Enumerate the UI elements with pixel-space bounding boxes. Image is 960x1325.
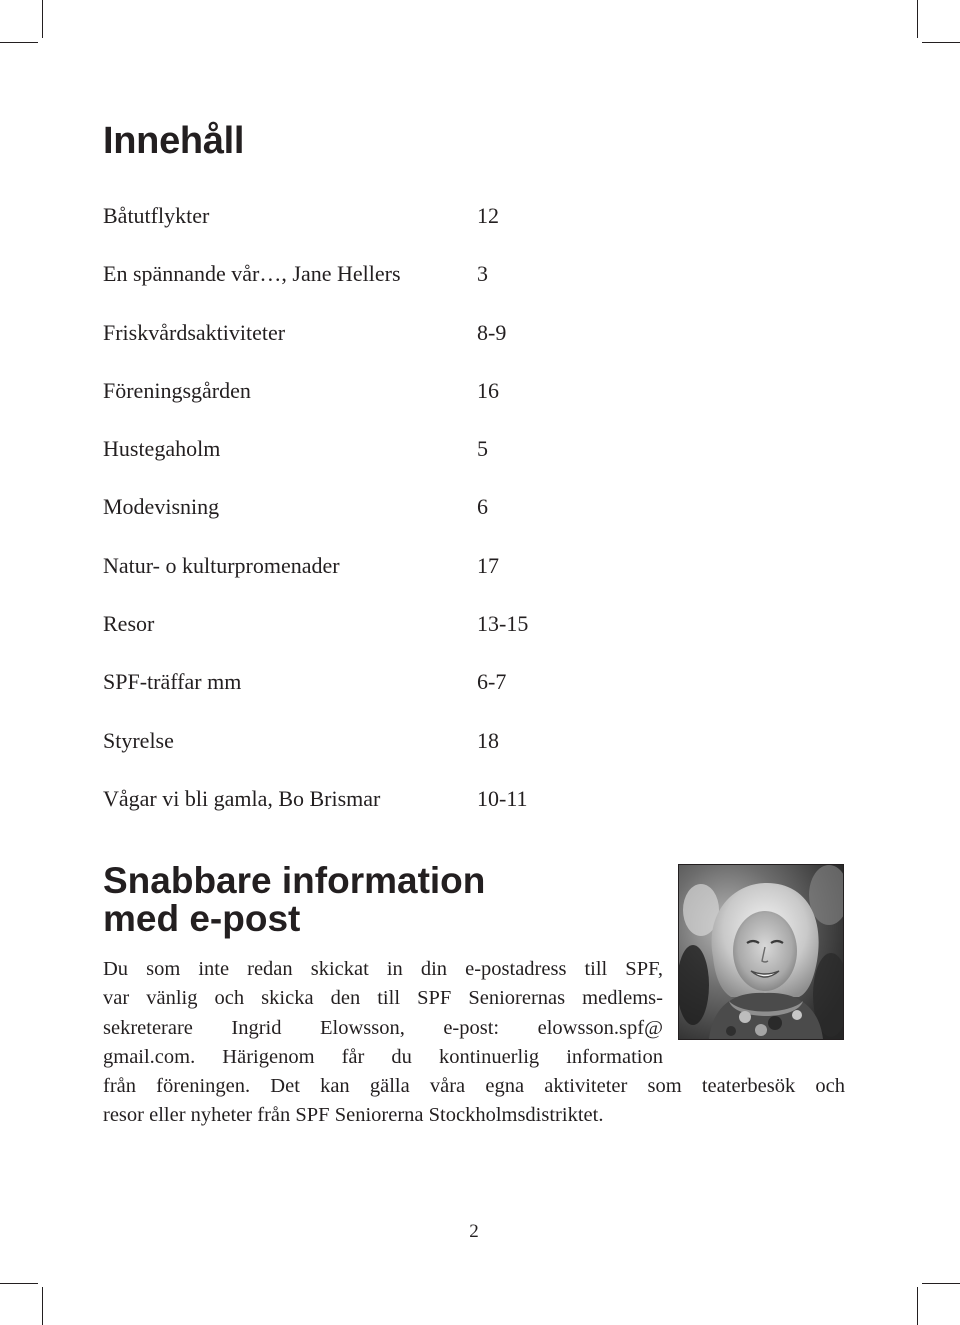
page-number: 2 <box>469 1221 479 1242</box>
toc-entry <box>103 317 563 375</box>
toc-entry <box>103 666 563 724</box>
toc-entry <box>103 725 563 783</box>
toc-entry <box>103 433 563 491</box>
toc-entry-page: 6-7 <box>477 669 507 695</box>
crop-mark <box>0 42 38 43</box>
toc-entry-page: 17 <box>477 552 499 578</box>
toc-entry <box>103 258 563 316</box>
crop-mark <box>42 1287 43 1325</box>
toc-entry-page: 18 <box>477 727 499 753</box>
toc-entry <box>103 550 563 608</box>
toc-entry-page: 5 <box>477 436 488 462</box>
toc-entry-page: 3 <box>477 261 488 287</box>
toc-entry-title: Båtutflykter <box>103 203 210 228</box>
article-line: var vänlig och skicka den till SPF Seniorernas medlems- <box>103 987 663 1010</box>
toc-entry <box>103 783 563 841</box>
toc-entry-page: 8-9 <box>477 319 507 345</box>
toc-entry-page: 6 <box>477 494 488 520</box>
toc-entry-page: 10-11 <box>477 785 528 811</box>
toc-entry-title: Resor <box>103 611 155 637</box>
toc-entry <box>103 491 563 549</box>
toc-entry-title: Föreningsgården <box>103 377 251 403</box>
toc-entry <box>103 200 563 258</box>
toc-entry-title: SPF-träffar mm <box>103 669 242 695</box>
article-line: gmail.com. Härigenom får du kontinuerlig information <box>103 1045 663 1068</box>
toc-entry-title: Vågar vi bli gamla, Bo Brismar <box>103 785 381 811</box>
section-heading-line: Snabbare information <box>103 860 486 901</box>
toc-entry-title: En spännande vår…, Jane Hellers <box>103 261 401 287</box>
section-heading-line: med e-post <box>103 898 301 939</box>
toc-entry-page: 13-15 <box>477 611 529 637</box>
article-line: resor eller nyheter från SPF Seniorerna Stockholmsdistriktet. <box>103 1104 604 1127</box>
toc-entry-page: 12 <box>477 203 499 228</box>
section-heading <box>103 862 623 938</box>
crop-mark <box>922 1283 960 1284</box>
toc-entry-page: 16 <box>477 377 499 403</box>
article-line: Du som inte redan skickat in din e-postadress till SPF, <box>103 958 663 980</box>
toc-entry-title: Friskvårdsaktiviteter <box>103 319 286 345</box>
toc-entry <box>103 375 563 433</box>
crop-mark <box>917 0 918 38</box>
toc-entry-title: Styrelse <box>103 727 174 753</box>
page-title: Innehåll <box>103 120 245 162</box>
article-body <box>103 955 845 1131</box>
crop-mark <box>922 42 960 43</box>
crop-mark <box>0 1283 38 1284</box>
crop-mark <box>42 0 43 38</box>
table-of-contents <box>103 200 563 841</box>
article-line: sekreterare Ingrid Elowsson, e-post: elowsson.spf@ <box>103 1016 663 1039</box>
toc-entry-title: Modevisning <box>103 494 220 520</box>
toc-entry <box>103 608 563 666</box>
toc-entry-title: Hustegaholm <box>103 436 221 462</box>
crop-mark <box>917 1287 918 1325</box>
article-line: från föreningen. Det kan gälla våra egna aktiviteter som teaterbesök och <box>103 1075 845 1098</box>
toc-entry-title: Natur- o kulturpromenader <box>103 552 340 578</box>
